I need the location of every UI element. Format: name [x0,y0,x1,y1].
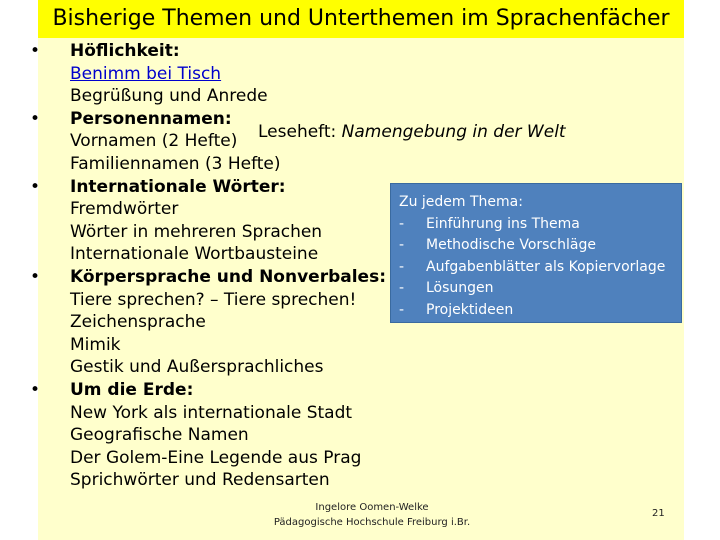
topic-heading: Körpersprache und Nonverbales: [70,266,387,287]
footer-author: Ingelore Oomen-Welke [315,502,429,513]
topic-hoeflichkeit [30,40,386,108]
bullet: • [30,266,41,287]
note-item: - Einführung ins Thema [399,214,665,236]
note-item: - Projektideen [399,300,665,322]
footer-institution: Pädagogische Hochschule Freiburg i.Br. [273,517,471,528]
bullet: • [30,108,41,129]
subtopic: Geografische Namen [70,425,249,446]
dash: - [399,237,405,253]
dash: - [399,280,405,296]
bullet: • [30,176,41,197]
subtopic: Tiere sprechen? – Tiere sprechen! [70,289,357,310]
topic-koerpersprache [30,266,386,379]
dash: - [399,301,405,318]
bullet: • [30,379,41,400]
subtopic: Zeichensprache [70,312,206,333]
note-item: - Lösungen [399,278,665,300]
topic-um-die-erde [30,379,386,492]
note-item: - Methodische Vorschläge [399,235,665,257]
subtopic: Gestik und Außersprachliches [70,357,324,378]
subtopic: Fremdwörter [70,199,179,220]
slide-title: Bisherige Themen und Unterthemen im Sprachenfächer [52,6,670,31]
subtopic: Mimik [70,334,121,355]
subtopic: Familiennamen (3 Hefte) [70,153,281,174]
topic-heading: Um die Erde: [70,379,194,400]
leseheft-title: Namengebung in der Welt [341,122,566,142]
note-box [390,183,682,323]
topic-heading: Internationale Wörter: [70,176,286,197]
leseheft-note [258,121,566,143]
topic-heading: Personennamen: [70,108,232,129]
bullet: • [30,41,41,61]
topic-heading: Höflichkeit: [70,41,180,61]
footer [262,500,482,530]
note-heading: Zu jedem Thema: [399,194,523,210]
dash: - [399,258,405,275]
topic-list [30,40,386,492]
subtopic: Wörter in mehreren Sprachen [70,221,323,242]
subtopic: Vornamen (2 Hefte) [70,131,238,152]
link-benimm-bei-tisch[interactable]: Benimm bei Tisch [70,63,222,84]
subtopic: Begrüßung und Anrede [70,86,268,107]
topic-internationale-woerter [30,176,386,266]
subtopic: New York als internationale Stadt [70,402,353,423]
page-number: 21 [652,508,665,519]
dash: - [399,215,405,232]
subtopic: Internationale Wortbausteine [70,244,319,265]
leseheft-prefix: Leseheft: [258,122,342,142]
note-item: - Aufgabenblätter als Kopiervorlage [399,257,665,279]
subtopic: Sprichwörter und Redensarten [70,470,330,491]
subtopic: Der Golem-Eine Legende aus Prag [70,447,362,468]
